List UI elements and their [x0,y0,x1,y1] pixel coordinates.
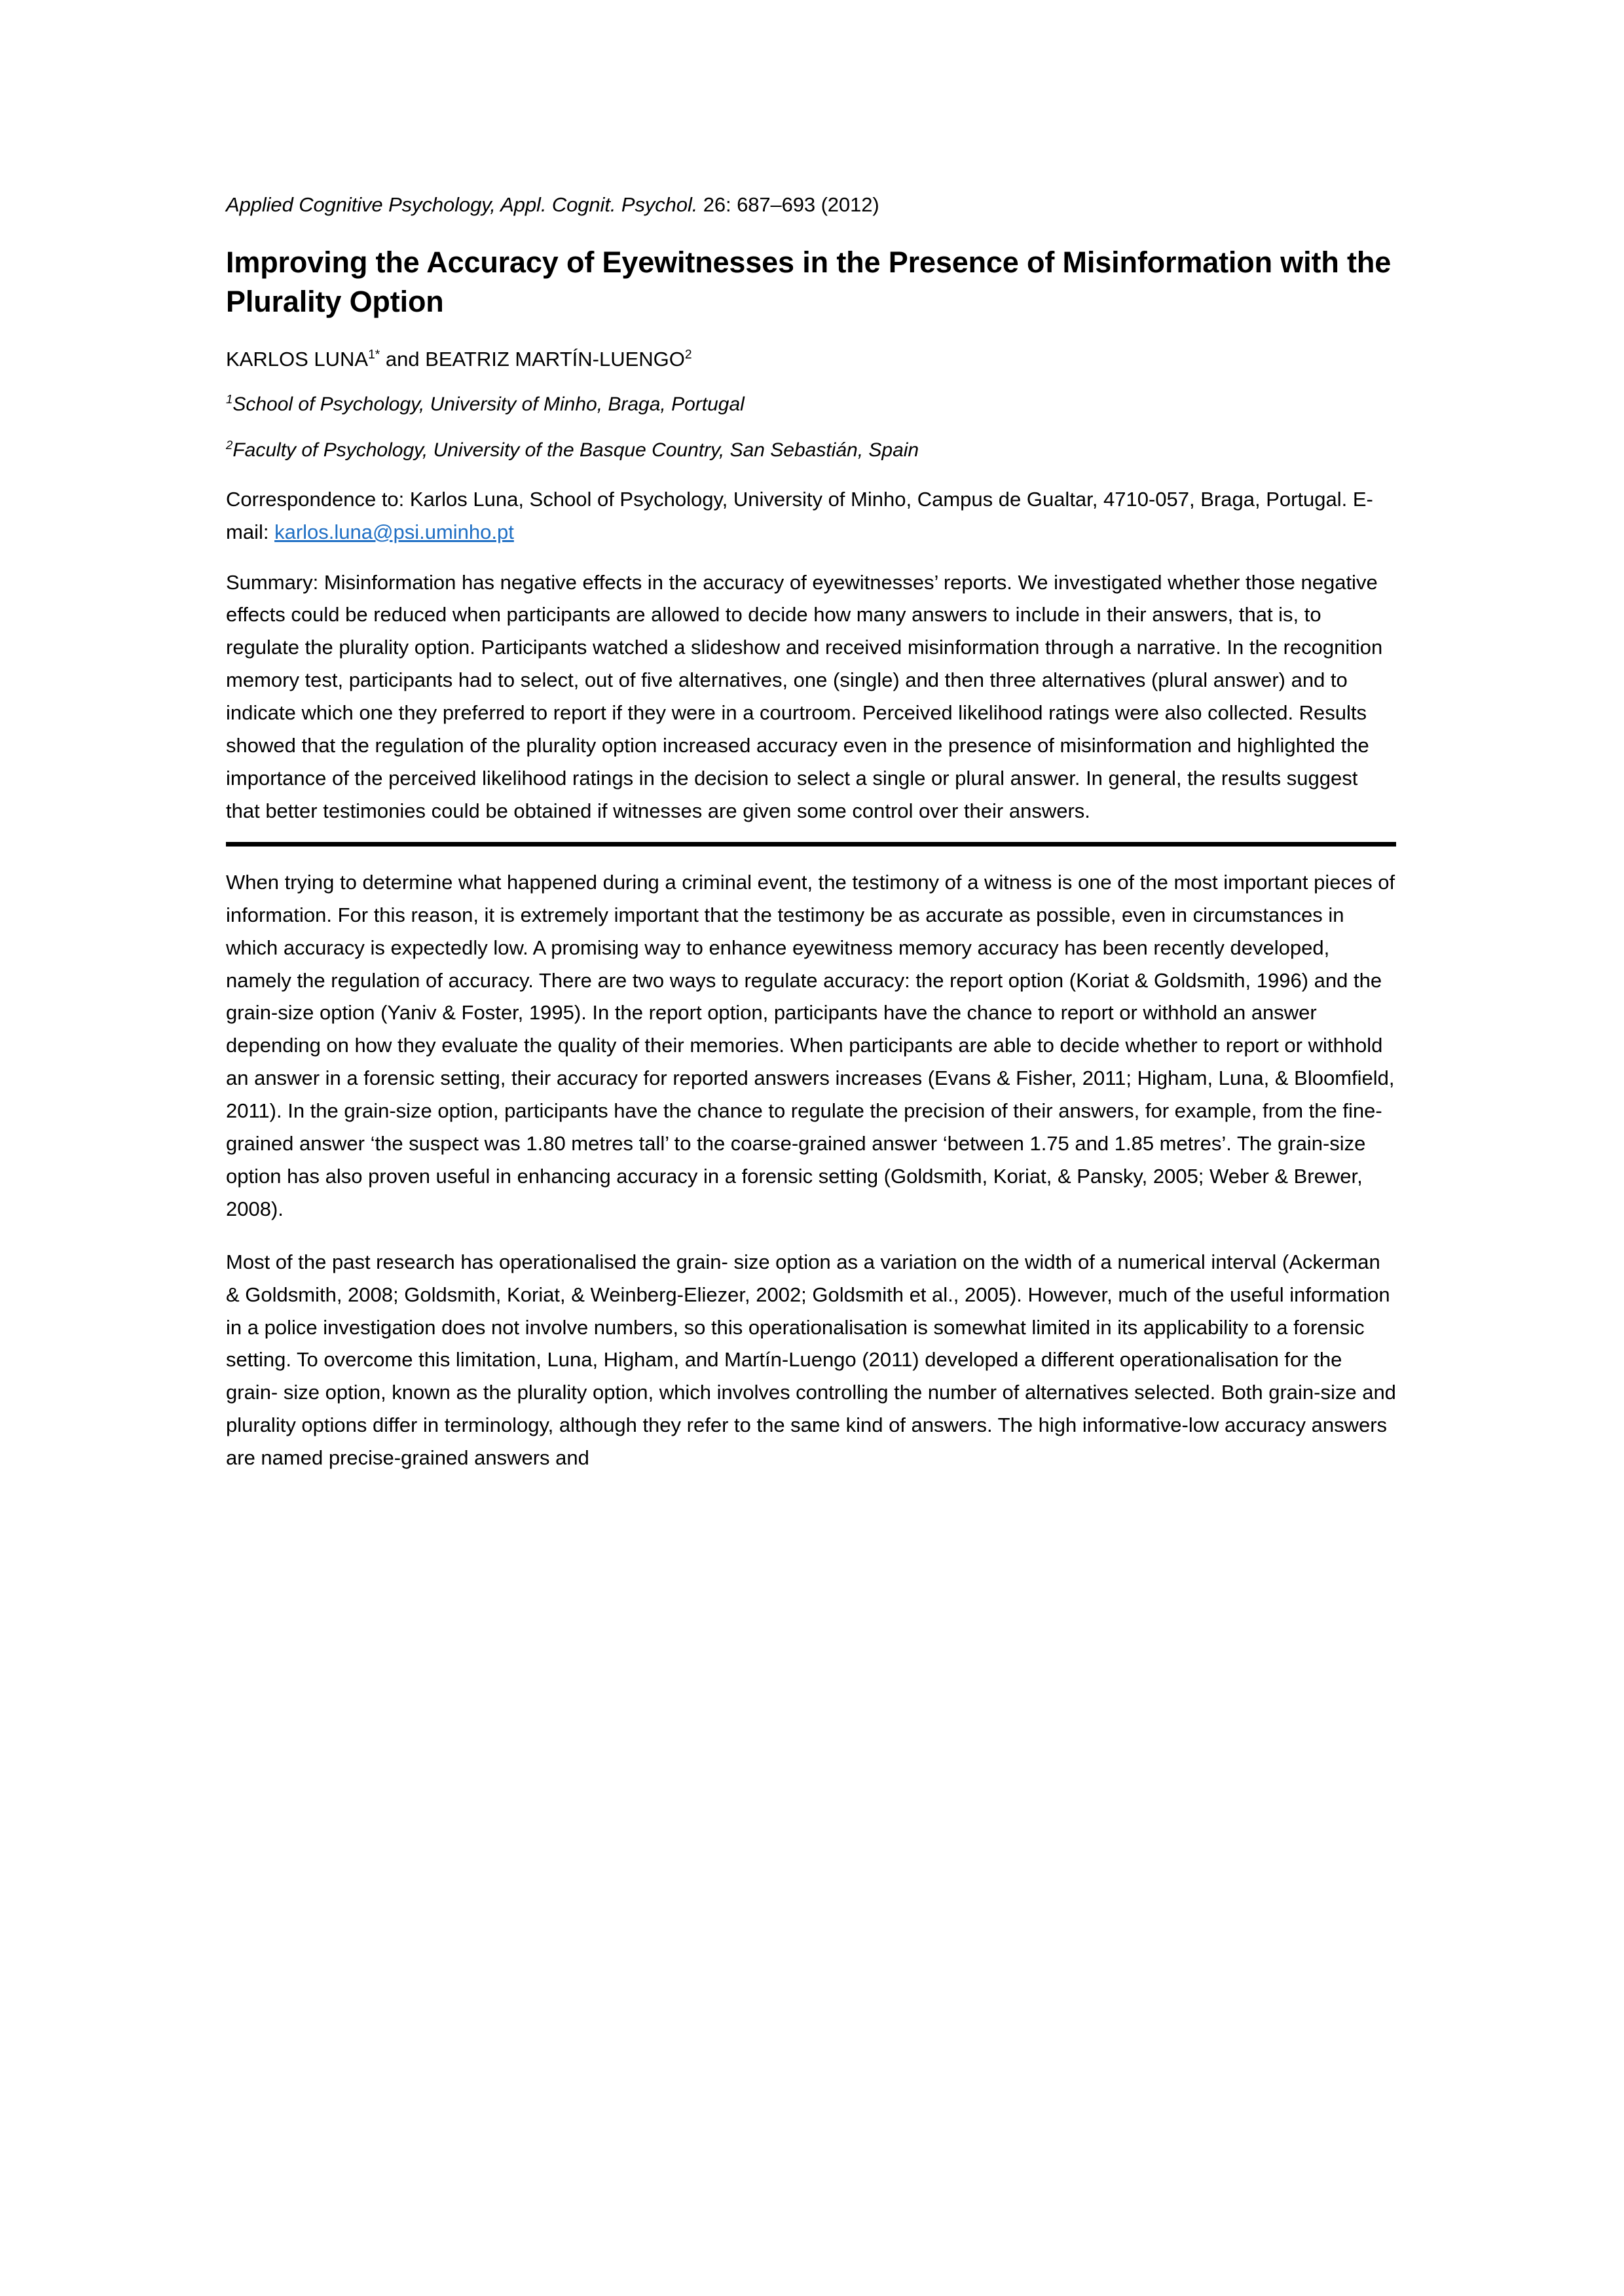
journal-citation-volume: 26: 687–693 (2012) [697,193,879,216]
author-marker-1: 1* [368,348,380,362]
body-paragraph-2: Most of the past research has operationalised the grain- size option as a variation on the width of a numerical interval (Ackerman & Goldsmith, 2008; Goldsmith, Koriat, & Weinberg-Eliezer, 2002; Goldsmith et al., 2005). However, much of the useful information in a police investigation does not involve numbers, so this operationalisation is somewhat limited in its applicability to a forensic setting. To overcome this limitation, Luna, Higham, and Martín-Luengo (2011) developed a different operationalisation for the grain- size option, known as the plurality option, which involves controlling the number of alternatives selected. Both grain-size and plurality options differ in terminology, although they refer to the same kind of answers. The high informative-low accuracy answers are named precise-grained answers and [226,1250,1396,1470]
section-divider-rule [226,842,1396,847]
email-link[interactable]: karlos.luna@psi.uminho.pt [274,520,514,543]
abstract-summary: Summary: Misinformation has negative effects in the accuracy of eyewitnesses’ reports. We investigated whether those negative effects could be reduced when participants are allowed to decide how many answers to include in their answers, that is, to regulate the plurality option. Participants watched a slideshow and received misinformation through a narrative. In the recognition memory test, participants had to select, out of five alternatives, one (single) and then three alternatives (plural answer) and to indicate which one they preferred to report if they were in a courtroom. Perceived likelihood ratings were also collected. Results showed that the regulation of the plurality option increased accuracy even in the presence of misinformation and highlighted the importance of the perceived likelihood ratings in the decision to select a single or plural answer. In general, the results suggest that better testimonies could be obtained if witnesses are given some control over their answers. [226,570,1383,822]
author-name-2: BEATRIZ MARTÍN-LUENGO [425,347,685,371]
journal-citation-italic: Applied Cognitive Psychology, Appl. Cognit. Psychol. [226,193,698,216]
correspondence-text: Correspondence to: Karlos Luna, School of Psychology, University of Minho, Campus de Gualtar, 4710-057, Braga, Portugal. E-mail: [226,488,1373,543]
page-title: Improving the Accuracy of Eyewitnesses in the Presence of Misinformation with the Plurality Option [226,245,1392,319]
affiliation-2 [226,437,1396,464]
affiliation-text-2: Faculty of Psychology, University of the Basque Country, San Sebastián, Spain [232,439,919,461]
affiliation-marker-2: 2 [226,437,233,452]
author-conjunction: and [380,347,426,371]
correspondence-block [226,483,1396,548]
affiliation-marker-1: 1 [226,392,233,407]
affiliation-1 [226,392,1396,418]
affiliation-text-1: School of Psychology, University of Minho, Braga, Portugal [232,393,745,416]
journal-citation-line [226,192,1396,219]
author-list [226,346,1396,373]
author-name-1: KARLOS LUNA [226,347,369,371]
page-content-column [226,0,1396,1495]
author-marker-2: 2 [684,348,692,362]
body-paragraph-1: When trying to determine what happened during a criminal event, the testimony of a witness is one of the most important pieces of information. For this reason, it is extremely important that the testimony be as accurate as possible, even in circumstances in which accuracy is expectedly low. A promising way to enhance eyewitness memory accuracy has been recently developed, namely the regulation of accuracy. There are two ways to regulate accuracy: the report option (Koriat & Goldsmith, 1996) and the grain-size option (Yaniv & Foster, 1995). In the report option, participants have the chance to report or withhold an answer depending on how they evaluate the quality of their memories. When participants are able to decide whether to report or withhold an answer in a forensic setting, their accuracy for reported answers increases (Evans & Fisher, 2011; Higham, Luna, & Bloomfield, 2011). In the grain-size option, participants have the chance to regulate the precision of their answers, for example, from the fine-grained answer ‘the suspect was 1.80 metres tall’ to the coarse-grained answer ‘between 1.75 and 1.85 metres’. The grain-size option has also proven useful in enhancing accuracy in a forensic setting (Goldsmith, Koriat, & Pansky, 2005; Weber & Brewer, 2008). [226,870,1395,1220]
